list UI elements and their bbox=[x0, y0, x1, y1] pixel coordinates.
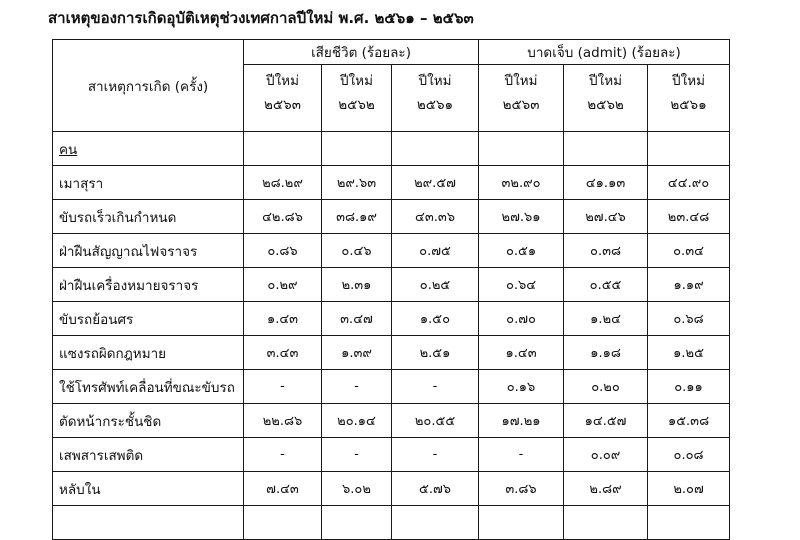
value-cell: ๑.๒๔ bbox=[564, 302, 648, 336]
year-header-line2: ๒๕๖๑ bbox=[670, 97, 707, 113]
empty-cell bbox=[648, 506, 730, 540]
year-header-cell bbox=[564, 65, 648, 132]
value-cell: ๒.๕๑ bbox=[392, 336, 479, 370]
value-cell: ๒๐.๕๕ bbox=[392, 404, 479, 438]
value-cell: ๒๓.๔๘ bbox=[648, 200, 730, 234]
cause-label: ฝ่าฝืนสัญญาณไฟจราจร bbox=[53, 234, 244, 268]
cause-label: เสพสารเสพติด bbox=[53, 438, 244, 472]
value-cell: ๓.๔๓ bbox=[244, 336, 322, 370]
value-cell: ๒๗.๔๖ bbox=[564, 200, 648, 234]
value-cell: ๑๗.๒๑ bbox=[479, 404, 564, 438]
value-cell: ๑๕.๓๘ bbox=[648, 404, 730, 438]
cause-label: ตัดหน้ากระชั้นชิด bbox=[53, 404, 244, 438]
value-cell: ๐.๒๐ bbox=[564, 370, 648, 404]
value-cell: ๐.๗๕ bbox=[392, 234, 479, 268]
table-row-cutoff bbox=[53, 506, 730, 540]
value-cell: ๑.๔๓ bbox=[479, 336, 564, 370]
year-header-line1: ปีใหม่ bbox=[504, 73, 538, 89]
cause-label: หลับใน bbox=[53, 472, 244, 506]
year-header-line1: ปีใหม่ bbox=[672, 73, 706, 89]
value-cell: ๑.๑๙ bbox=[648, 268, 730, 302]
accident-cause-table bbox=[52, 39, 730, 540]
value-cell: - bbox=[392, 438, 479, 472]
empty-cell bbox=[244, 506, 322, 540]
value-cell: ๔๒.๘๖ bbox=[244, 200, 322, 234]
value-cell: ๐.๕๑ bbox=[479, 234, 564, 268]
empty-cell bbox=[244, 132, 322, 166]
table-row bbox=[53, 166, 730, 200]
cause-label: แซงรถผิดกฎหมาย bbox=[53, 336, 244, 370]
value-cell: ๒.๓๑ bbox=[322, 268, 392, 302]
table-row bbox=[53, 200, 730, 234]
year-header-line2: ๒๕๖๓ bbox=[264, 97, 301, 113]
value-cell: ๕.๗๖ bbox=[392, 472, 479, 506]
value-cell: ๒.๐๗ bbox=[648, 472, 730, 506]
cause-label: ขับรถเร็วเกินกำหนด bbox=[53, 200, 244, 234]
year-header-line1: ปีใหม่ bbox=[418, 73, 452, 89]
value-cell: ๐.๔๖ bbox=[322, 234, 392, 268]
value-cell: ๑.๒๕ bbox=[648, 336, 730, 370]
value-cell: ๐.๖๘ bbox=[648, 302, 730, 336]
year-header-cell bbox=[479, 65, 564, 132]
section-label: คน bbox=[53, 132, 244, 166]
value-cell: ๐.๗๐ bbox=[479, 302, 564, 336]
year-header-cell bbox=[322, 65, 392, 132]
year-header-line2: ๒๕๖๒ bbox=[587, 97, 624, 113]
row-header-cell: สาเหตุการเกิด (ครั้ง) bbox=[53, 40, 244, 132]
empty-cell bbox=[648, 132, 730, 166]
value-cell: ๗.๔๓ bbox=[244, 472, 322, 506]
document-title: สาเหตุของการเกิดอุบัติเหตุช่วงเทศกาลปีใหม่ พ.ศ. ๒๕๖๑ – ๒๕๖๓ bbox=[48, 9, 474, 27]
value-cell: ๑.๑๘ bbox=[564, 336, 648, 370]
value-cell: ๑.๕๐ bbox=[392, 302, 479, 336]
value-cell: ๒.๘๙ bbox=[564, 472, 648, 506]
value-cell: ๑๔.๕๗ bbox=[564, 404, 648, 438]
value-cell: ๑.๓๙ bbox=[322, 336, 392, 370]
value-cell: - bbox=[322, 438, 392, 472]
group-header-row bbox=[53, 40, 730, 65]
table-row bbox=[53, 234, 730, 268]
empty-cell bbox=[392, 132, 479, 166]
value-cell: ๓๘.๑๙ bbox=[322, 200, 392, 234]
table-row bbox=[53, 404, 730, 438]
value-cell: ๐.๒๕ bbox=[392, 268, 479, 302]
empty-cell bbox=[322, 132, 392, 166]
table-row bbox=[53, 268, 730, 302]
year-header-line1: ปีใหม่ bbox=[589, 73, 623, 89]
value-cell: ๖.๐๒ bbox=[322, 472, 392, 506]
empty-cell bbox=[564, 506, 648, 540]
value-cell: ๐.๕๕ bbox=[564, 268, 648, 302]
year-header-cell bbox=[244, 65, 322, 132]
value-cell: ๔๓.๓๖ bbox=[392, 200, 479, 234]
cause-label: ขับรถย้อนศร bbox=[53, 302, 244, 336]
cause-label: เมาสุรา bbox=[53, 166, 244, 200]
value-cell: - bbox=[244, 438, 322, 472]
year-header-line1: ปีใหม่ bbox=[340, 73, 373, 89]
table-row bbox=[53, 438, 730, 472]
table-row bbox=[53, 302, 730, 336]
year-header-line1: ปีใหม่ bbox=[266, 73, 299, 89]
table-row bbox=[53, 370, 730, 404]
empty-cell bbox=[322, 506, 392, 540]
value-cell: - bbox=[244, 370, 322, 404]
value-cell: ๐.๑๖ bbox=[479, 370, 564, 404]
value-cell: ๒๘.๒๙ bbox=[244, 166, 322, 200]
value-cell: ๐.๘๖ bbox=[244, 234, 322, 268]
value-cell: ๐.๒๙ bbox=[244, 268, 322, 302]
value-cell: ๐.๐๙ bbox=[564, 438, 648, 472]
value-cell: - bbox=[479, 438, 564, 472]
value-cell: ๒๐.๑๔ bbox=[322, 404, 392, 438]
empty-cell bbox=[392, 506, 479, 540]
injuries-group-header: บาดเจ็บ (admit) (ร้อยละ) bbox=[479, 40, 730, 65]
value-cell: ๑.๔๓ bbox=[244, 302, 322, 336]
empty-cell bbox=[53, 506, 244, 540]
deaths-group-header: เสียชีวิต (ร้อยละ) bbox=[244, 40, 479, 65]
section-row bbox=[53, 132, 730, 166]
value-cell: ๐.๖๔ bbox=[479, 268, 564, 302]
value-cell: ๐.๑๑ bbox=[648, 370, 730, 404]
year-header-line2: ๒๕๖๑ bbox=[416, 97, 454, 113]
value-cell: ๒๙.๖๓ bbox=[322, 166, 392, 200]
value-cell: ๒๙.๕๗ bbox=[392, 166, 479, 200]
value-cell: ๐.๓๘ bbox=[564, 234, 648, 268]
value-cell: - bbox=[322, 370, 392, 404]
year-header-cell bbox=[392, 65, 479, 132]
value-cell: ๒๗.๖๑ bbox=[479, 200, 564, 234]
value-cell: ๔๑.๑๓ bbox=[564, 166, 648, 200]
empty-cell bbox=[479, 506, 564, 540]
value-cell: ๔๔.๙๐ bbox=[648, 166, 730, 200]
table-row bbox=[53, 472, 730, 506]
year-header-line2: ๒๕๖๒ bbox=[338, 97, 375, 113]
value-cell: ๓.๔๗ bbox=[322, 302, 392, 336]
cause-label: ฝ่าฝืนเครื่องหมายจราจร bbox=[53, 268, 244, 302]
cause-label: ใช้โทรศัพท์เคลื่อนที่ขณะขับรถ bbox=[53, 370, 244, 404]
value-cell: ๓๒.๙๐ bbox=[479, 166, 564, 200]
table-row bbox=[53, 336, 730, 370]
value-cell: ๐.๐๘ bbox=[648, 438, 730, 472]
empty-cell bbox=[564, 132, 648, 166]
value-cell: ๓.๘๖ bbox=[479, 472, 564, 506]
value-cell: ๐.๓๔ bbox=[648, 234, 730, 268]
value-cell: - bbox=[392, 370, 479, 404]
year-header-cell bbox=[648, 65, 730, 132]
value-cell: ๒๒.๘๖ bbox=[244, 404, 322, 438]
empty-cell bbox=[479, 132, 564, 166]
year-header-line2: ๒๕๖๓ bbox=[502, 97, 540, 113]
